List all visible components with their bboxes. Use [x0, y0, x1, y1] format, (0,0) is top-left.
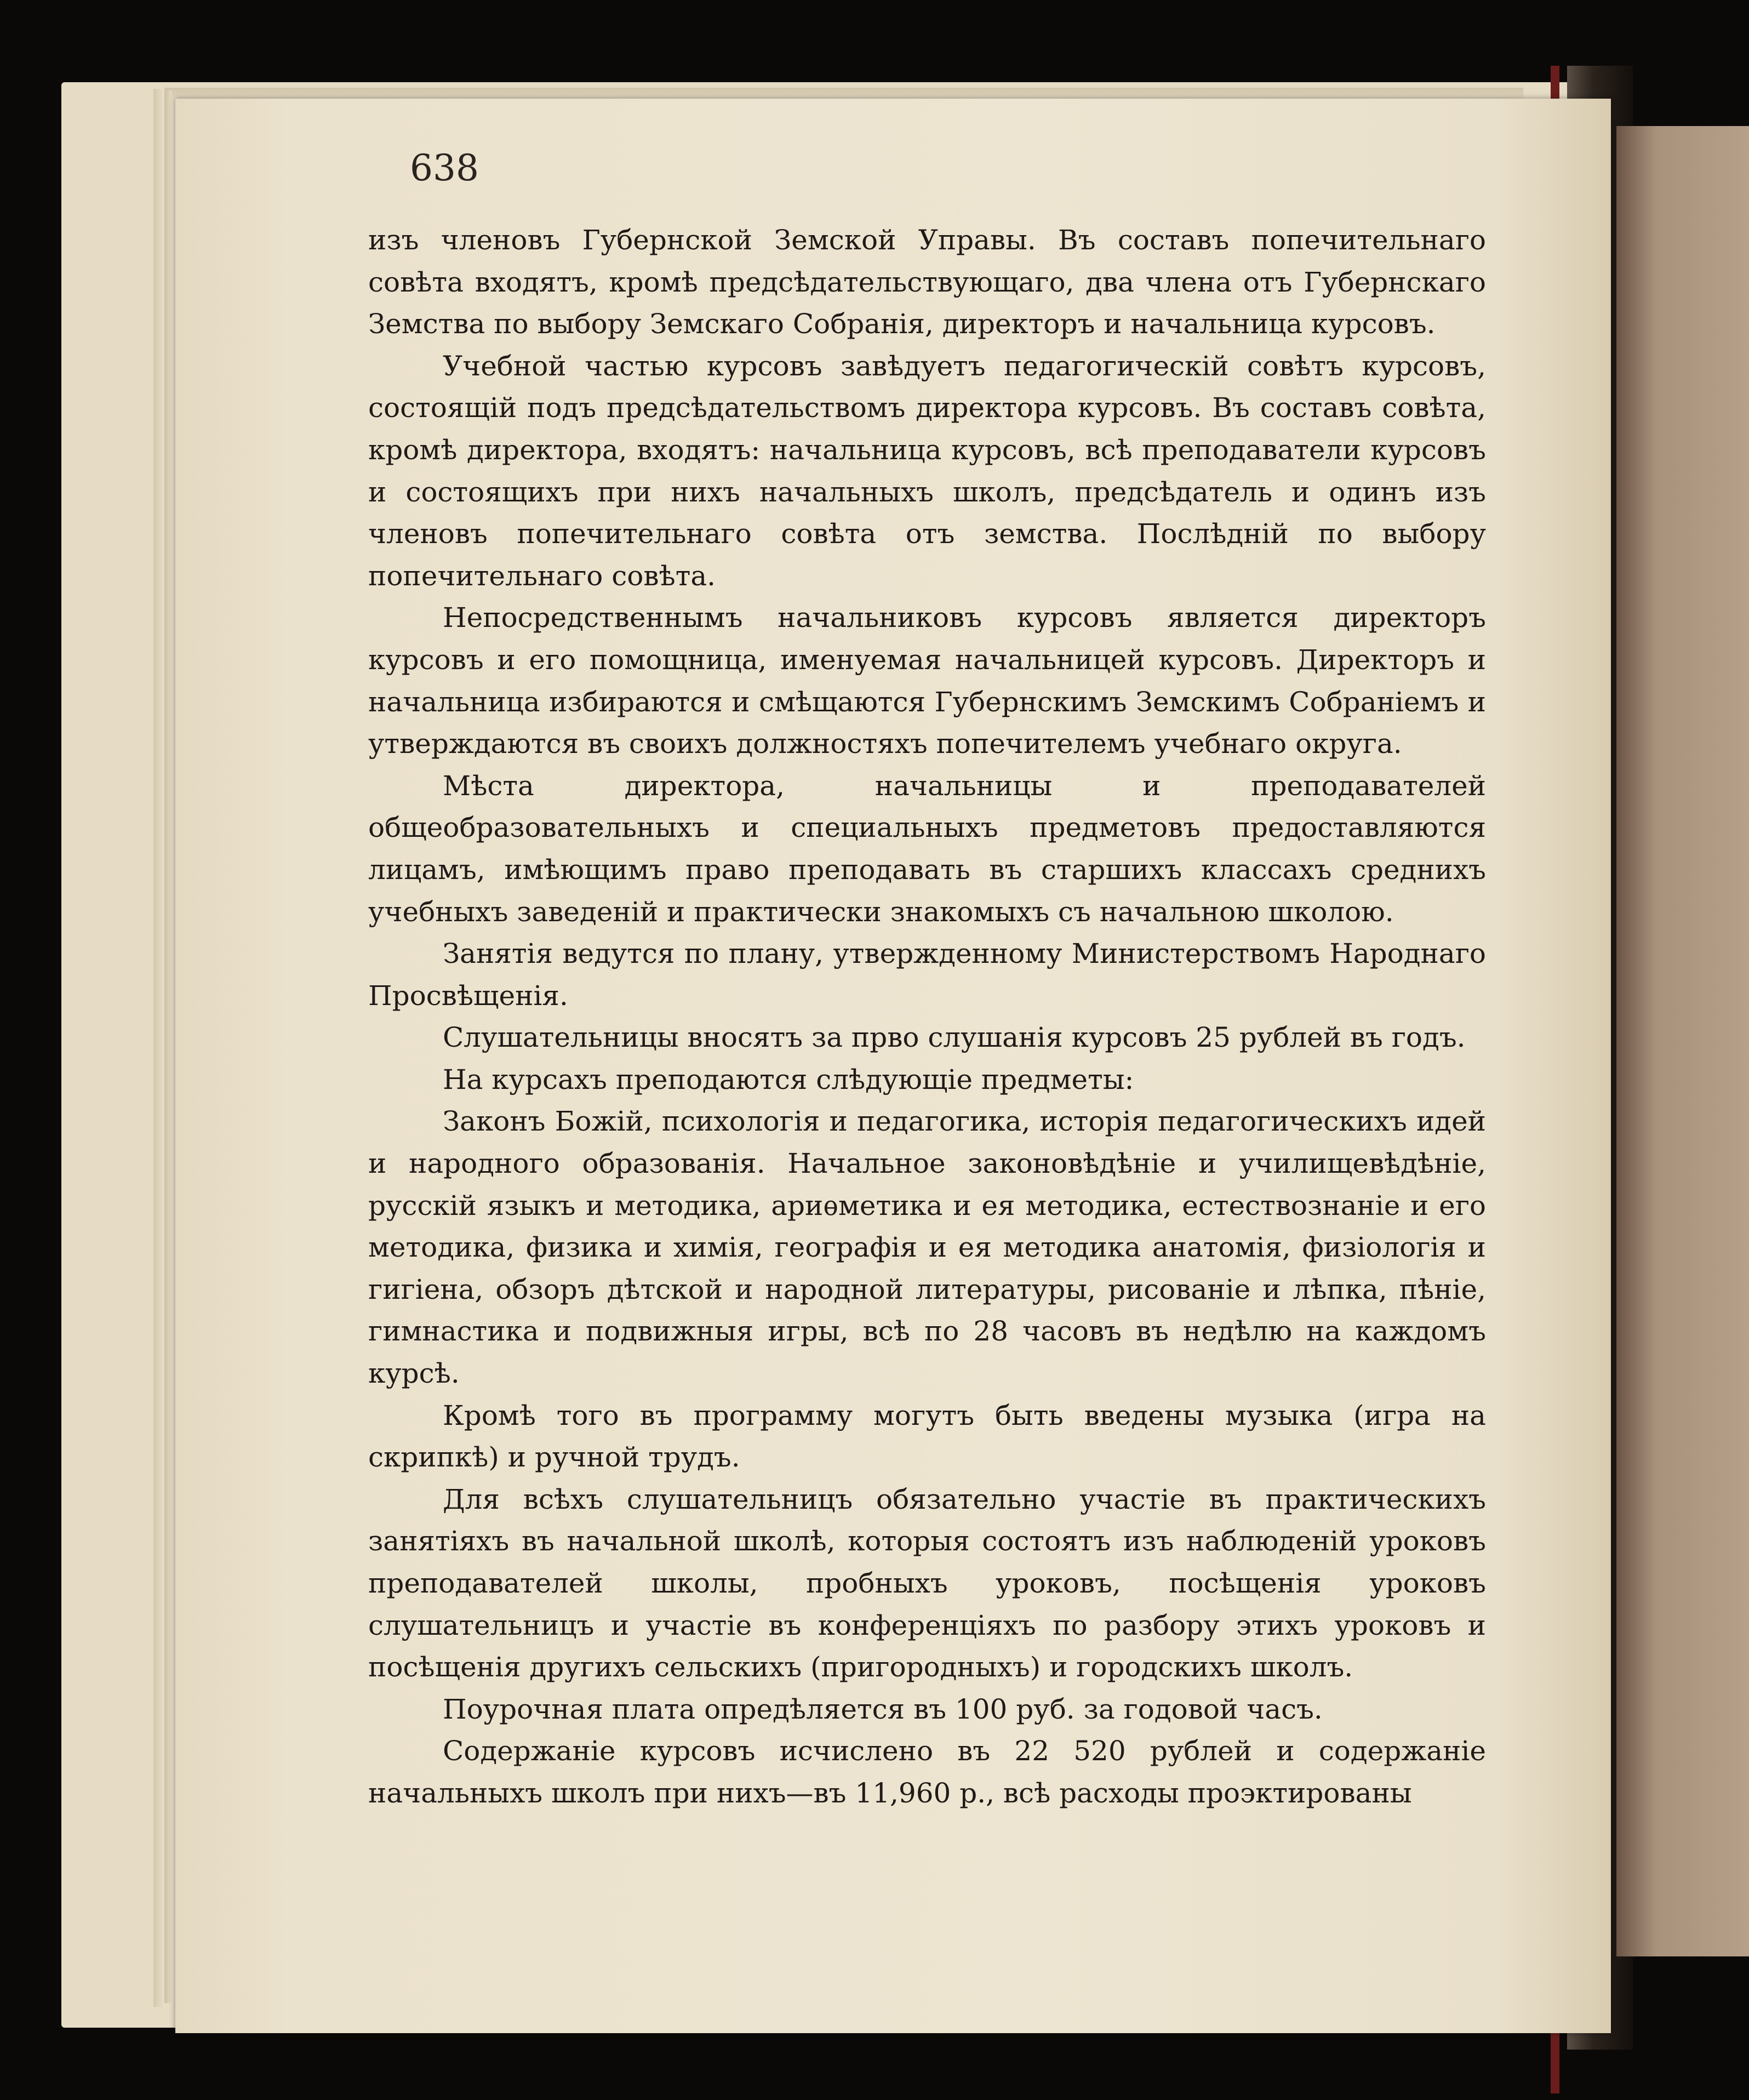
paragraph: Для всѣхъ слушательницъ обязательно участіе въ практическихъ занятіяхъ въ начальной школѣ, которыя состоятъ изъ наблюденій уроковъ преподавателей школы, пробныхъ уроковъ, посѣщенія уроковъ слушательницъ и участіе въ конференціяхъ по разбору этихъ уроковъ и посѣщенія другихъ сельскихъ (пригородныхъ) и городскихъ школъ. — [368, 1483, 1486, 1684]
page-left-edge-inner — [164, 90, 172, 2003]
paragraph: Занятія ведутся по плану, утвержденному Министерствомъ Народнаго Просвѣщенія. — [368, 938, 1486, 1012]
paragraph: Мѣста директора, начальницы и преподавателей общеобразовательныхъ и специальныхъ предметовъ предоставляются лицамъ, имѣющимъ право преподавать въ старшихъ классахъ среднихъ учебныхъ заведеній и практически знакомыхъ съ начальною школою. — [368, 769, 1486, 928]
page-number: 638 — [410, 147, 479, 189]
page-left-edge — [153, 89, 164, 2007]
paragraph: изъ членовъ Губернской Земской Управы. Въ составъ попечительнаго совѣта входятъ, кромѣ предсѣдательствующаго, два члена отъ Губернскаго Земства по выбору Земскаго Собранія, директоръ и начальница курсовъ. — [368, 224, 1486, 340]
paragraph: Поурочная плата опредѣляется въ 100 руб. за годовой часъ. — [443, 1693, 1323, 1725]
facing-page-edge — [1616, 126, 1749, 1956]
page-text — [368, 219, 1486, 1814]
paragraph: Слушательницы вносятъ за прво слушанія курсовъ 25 рублей въ годъ. — [443, 1022, 1466, 1054]
paragraph: Непосредственнымъ начальниковъ курсовъ является директоръ курсовъ и его помощница, именуемая начальницей курсовъ. Директоръ и начальница избираются и смѣщаются Губернскимъ Земскимъ Собраніемъ и утверждаются въ своихъ должностяхъ попечителемъ учебнаго округа. — [368, 602, 1486, 760]
paragraph: На курсахъ преподаются слѣдующіе предметы: — [443, 1063, 1134, 1095]
paragraph: Законъ Божій, психологія и педагогика, исторія педагогическихъ идей и народного образованія. Начальное законовѣдѣніе и училищевѣдѣніе, русскій языкъ и методика, ариѳметика и ея методика, естествознаніе и его методика, физика и химія, географія и ея методика анатомія, физіологія и гигіена, обзоръ дѣтской и народной литературы, рисованіе и лѣпка, пѣніе, гимнастика и подвижныя игры, всѣ по 28 часовъ въ недѣлю на каждомъ курсѣ. — [368, 1105, 1486, 1390]
paragraph: Содержаніе курсовъ исчислено въ 22 520 рублей и содержаніе начальныхъ школъ при нихъ—въ 11,960 р., всѣ расходы проэктированы — [368, 1735, 1486, 1809]
paragraph: Учебной частью курсовъ завѣдуетъ педагогическій совѣтъ курсовъ, состоящій подъ предсѣдательствомъ директора курсовъ. Въ составъ совѣта, кромѣ директора, входятъ: начальница курсовъ, всѣ преподаватели курсовъ и состоящихъ при нихъ начальныхъ школъ, предсѣдатель и одинъ изъ членовъ попечительнаго совѣта отъ земства. Послѣдній по выбору попечительнаго совѣта. — [368, 350, 1486, 592]
paragraph: Кромѣ того въ программу могутъ быть введены музыка (игра на скрипкѣ) и ручной трудъ. — [368, 1399, 1486, 1474]
